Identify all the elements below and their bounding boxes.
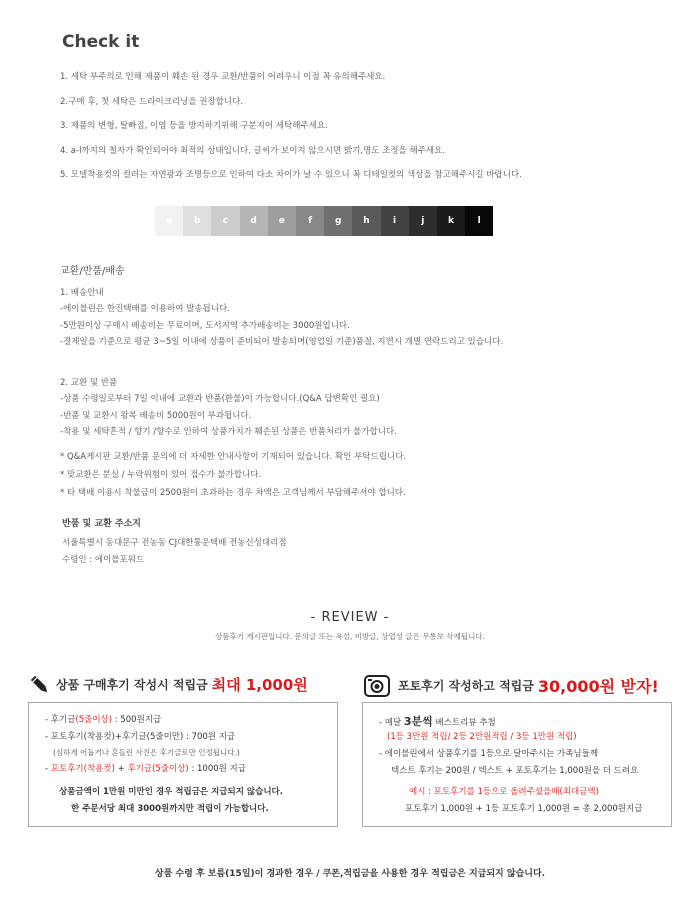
swatch-g: g (324, 206, 352, 236)
exchange-note: * Q&A게시판 교환/반품 문의에 더 자세한 안내사항이 기재되어 있습니다. 확인 부탁드립니다. (60, 452, 407, 462)
care-notes (60, 70, 522, 193)
care-note: 3. 제품의 변형, 탈빠짐, 이염 등을 방지하기위해 구분지어 세탁해주세요. (60, 121, 328, 132)
reward-row (45, 762, 337, 779)
swatch-c: c (211, 206, 239, 236)
swatch-a: a (155, 206, 183, 236)
photo-row: 텍스트 후기는 200원 / 텍스트 + 포토후기는 1,000원을 더 드려요 (391, 766, 639, 776)
photo-review-box (362, 702, 672, 827)
reward-row: - 포토후기(착용컷)+후기글(5줄미만) : 700원 지급 (45, 732, 236, 742)
exchange-info (60, 376, 397, 442)
brightness-swatch-strip (155, 206, 493, 236)
photo-row: - 에이블린에서 상품후기를 1등으로 달아주시는 가족님들께 (379, 749, 599, 759)
reward-note: (심하게 어둡거나 흔들린 사진은 후기글로만 인정됩니다.) (53, 748, 240, 757)
reward-condition: 상품금액이 1만원 미만인 경우 적립금은 지급되지 않습니다. (59, 787, 283, 797)
shipping-info (60, 286, 503, 352)
exchange-note: * 타 택배 이용시 착불금이 2500원이 초과하는 경우 차액은 고객님께서 부담해주셔야 합니다. (60, 488, 406, 498)
address-block (62, 536, 287, 570)
exchange-line: -착용 및 세탁흔적 / 향기 /향수로 인하여 상품가치가 훼손된 상품은 반품처리가 불가합니다. (60, 427, 397, 438)
reward-highlight: (5줄이상) (75, 715, 113, 725)
exchange-line: -반품 및 교환시 왕복 배송비 5000원이 부과됩니다. (60, 410, 252, 421)
left-box-heading-text: 상품 구매후기 작성시 적립금 (56, 678, 208, 692)
shipping-line: 1. 배송안내 (60, 288, 104, 298)
swatch-d: d (240, 206, 268, 236)
address-title: 반품 및 교환 주소지 (62, 519, 141, 529)
shipping-heading: 교환/반품/배송 (60, 266, 125, 277)
reward-text: - (45, 764, 51, 774)
address-line: 수령인 : 에이블포워드 (62, 555, 145, 565)
exchange-note: * 맞교환은 분실 / 누락위험이 있어 접수가 불가합니다. (60, 470, 262, 480)
photo-example: 포토후기 1,000원 + 1등 포토후기 1,000원 = 총 2,000원지급 (405, 804, 643, 814)
swatch-l: l (465, 206, 493, 236)
care-note: 5. 모델착용컷의 컬러는 자연광과 조명등으로 인하여 다소 차이가 날 수 있으니 꼭 디테일컷의 색상을 참고해주시길 바랍니다. (60, 170, 522, 181)
photo-example: 예시 : 포토후기를 1등으로 올려주셨을때(최대금액) (409, 787, 599, 797)
shipping-line: -결제일을 기준으로 평균 3~5일 이내에 상품이 준비되어 발송되며(영업일 기준)품절, 지연시 개별 연락드리고 있습니다. (60, 337, 504, 348)
camera-icon (364, 675, 390, 697)
reward-highlight: 후기글(5줄이상) (127, 764, 189, 774)
swatch-b: b (183, 206, 211, 236)
right-box-heading (364, 674, 659, 697)
review-reward-box (28, 702, 338, 827)
review-subtitle: 상품후기 게시판입니다. 문의글 또는 욕설, 비방글, 상업성 글은 무통보 삭제됩니다. (214, 632, 486, 641)
photo-highlight: 3분씩 (403, 715, 433, 728)
reward-text: - 후기글 (45, 715, 76, 725)
swatch-i: i (381, 206, 409, 236)
photo-row (379, 713, 671, 730)
reward-text: : 1000원 지급 (188, 764, 246, 774)
left-box-heading (30, 674, 308, 695)
swatch-k: k (437, 206, 465, 236)
reward-text: + (114, 764, 128, 774)
exchange-notes (60, 450, 406, 504)
swatch-f: f (296, 206, 324, 236)
page-title: Check it (62, 32, 140, 52)
right-box-heading-amount: 30,000원 받자! (537, 677, 659, 696)
swatch-j: j (409, 206, 437, 236)
care-note: 1. 세탁 부주의로 인해 제품이 훼손 된 경우 교환/반품이 어려우니 이점 꼭 유의해주세요. (60, 72, 386, 82)
exchange-line: -상품 수령일로부터 7일 이내에 교환과 반품(환불)이 가능합니다.(Q&A 답변확인 필요) (60, 394, 380, 405)
photo-text: 베스트리뷰 추첨 (432, 718, 496, 728)
review-title: - REVIEW - (310, 610, 390, 625)
left-box-heading-amount: 최대 1,000원 (211, 676, 308, 694)
reward-condition: 한 주문서당 최대 3000원까지만 적립이 가능합니다. (71, 804, 269, 814)
care-note: 2.구매 후, 첫 세탁은 드라이크리닝을 권장합니다. (60, 96, 244, 107)
pencil-icon (30, 675, 50, 695)
swatch-h: h (352, 206, 380, 236)
exchange-line: 2. 교환 및 반품 (60, 378, 118, 388)
photo-row: (1등 3만원 적립/ 2등 2만원적립 / 3등 1만원 적립) (387, 732, 577, 742)
care-note: 4. a-l까지의 철자가 확인되어야 최적의 상태입니다. 글씨가 보이지 않으시면 밝기,명도 조정을 해주세요. (60, 145, 446, 156)
shipping-line: -에이블린은 한진택배를 이용하여 발송됩니다. (60, 304, 230, 315)
reward-text: : 500원지급 (112, 715, 162, 725)
reward-row (45, 713, 337, 730)
swatch-e: e (268, 206, 296, 236)
shipping-line: -5만원이상 구매시 배송비는 무료이며, 도서지역 추가배송비는 3000원입니다. (60, 320, 350, 331)
photo-text: - 매달 (379, 718, 404, 728)
address-line: 서울특별시 동대문구 전농동 CJ대한통운택배 전농신성대리점 (62, 538, 287, 548)
reward-highlight: 포토후기(착용컷) (50, 764, 115, 774)
right-box-heading-text: 포토후기 작성하고 적립금 (398, 679, 534, 693)
footer-notice: 상품 수령 후 보름(15일)이 경과한 경우 / 쿠폰,적립금을 사용한 경우 적립금은 지급되지 않습니다. (154, 869, 546, 879)
